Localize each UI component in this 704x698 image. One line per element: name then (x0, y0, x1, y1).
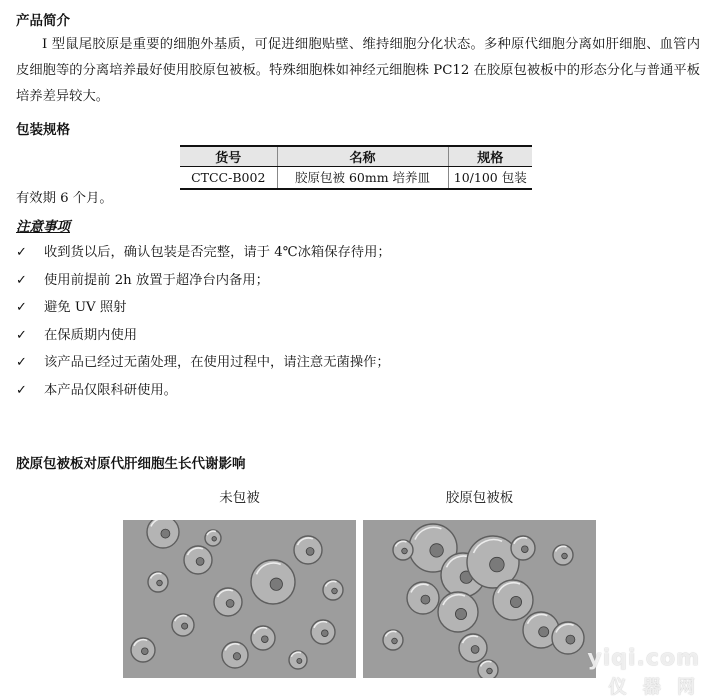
watermark-domain: yiqi.com (587, 646, 700, 671)
cell-spec: 10/100 包装 (448, 167, 532, 189)
cell-item-no: CTCC-B002 (180, 167, 277, 189)
note-text: 本产品仅限科研使用。 (44, 382, 177, 398)
note-text: 在保质期内使用 (44, 327, 138, 343)
intro-paragraph-text: I 型鼠尾胶原是重要的细胞外基质，可促进细胞贴壁、维持细胞分化状态。多种原代细胞分离如肝细胞、血管内皮细胞等的分离培养最好使用胶原包被板。特殊细胞株如神经元细胞株 PC12 在胶原包被板中的形态分化与普通平板培养差异较大。 (16, 37, 700, 104)
cell-nucleus (521, 546, 528, 553)
check-icon: ✓ (16, 327, 27, 343)
notes-heading: 注意事项 (16, 219, 70, 235)
cell-nucleus (196, 557, 204, 565)
micrograph-uncoated (123, 520, 356, 678)
intro-heading: 产品简介 (16, 13, 70, 29)
note-text: 避免 UV 照射 (44, 300, 127, 315)
spec-table (180, 145, 532, 190)
cell-nucleus (455, 608, 466, 619)
cell-nucleus (487, 668, 493, 674)
micrograph-coated (363, 520, 596, 678)
cell-nucleus (141, 648, 148, 655)
cell-nucleus (182, 623, 188, 629)
figure-title: 胶原包被板对原代肝细胞生长代谢影响 (16, 456, 246, 472)
spec-table-header-row (180, 146, 532, 167)
check-icon: ✓ (16, 382, 27, 398)
cell-nucleus (471, 645, 479, 653)
cell-nucleus (392, 638, 398, 644)
watermark-label: 仪 器 网 (608, 677, 700, 698)
table-row (180, 167, 532, 189)
cell-nucleus (332, 588, 338, 594)
cell-nucleus (490, 557, 505, 572)
list-item (16, 349, 391, 377)
caption-uncoated: 未包被 (219, 490, 260, 506)
cell-nucleus (562, 553, 568, 559)
list-item (16, 294, 391, 322)
cell-nucleus (430, 544, 443, 557)
micrograph-coated-cells (363, 520, 596, 678)
notes-list (16, 239, 391, 404)
cell-name: 胶原包被 60mm 培养皿 (277, 167, 448, 189)
cell-nucleus (402, 548, 408, 554)
cell-nucleus (161, 529, 170, 538)
caption-coated: 胶原包被板 (445, 490, 514, 506)
cell-nucleus (566, 635, 575, 644)
cell-nucleus (421, 595, 430, 604)
cell-nucleus (212, 537, 216, 541)
list-item (16, 239, 391, 267)
note-text: 使用前提前 2h 放置于超净台内备用； (44, 272, 269, 288)
cell-nucleus (270, 578, 282, 590)
note-text: 收到货以后，确认包装是否完整，请于 4℃冰箱保存待用； (44, 245, 391, 260)
check-icon: ✓ (16, 355, 27, 370)
intro-paragraph (16, 32, 700, 110)
cell-nucleus (321, 630, 328, 637)
list-item (16, 322, 391, 350)
list-item (16, 377, 391, 405)
micrograph-uncoated-cells (123, 520, 356, 678)
cell-nucleus (510, 596, 521, 607)
cell-nucleus (226, 599, 234, 607)
cell-nucleus (539, 627, 549, 637)
cell-nucleus (306, 547, 314, 555)
cell-nucleus (157, 580, 163, 586)
list-item (16, 267, 391, 295)
cell-nucleus (297, 658, 302, 663)
column-header-spec: 规格 (448, 146, 532, 167)
cell-nucleus (233, 653, 240, 660)
check-icon: ✓ (16, 300, 27, 315)
column-header-name: 名称 (277, 146, 448, 167)
check-icon: ✓ (16, 272, 27, 288)
check-icon: ✓ (16, 245, 27, 260)
packaging-heading: 包装规格 (16, 122, 70, 138)
note-text: 该产品已经过无菌处理，在使用过程中，请注意无菌操作； (44, 355, 390, 370)
column-header-item-no: 货号 (180, 146, 277, 167)
validity-text: 有效期 6 个月。 (16, 191, 113, 206)
cell-nucleus (261, 636, 268, 643)
